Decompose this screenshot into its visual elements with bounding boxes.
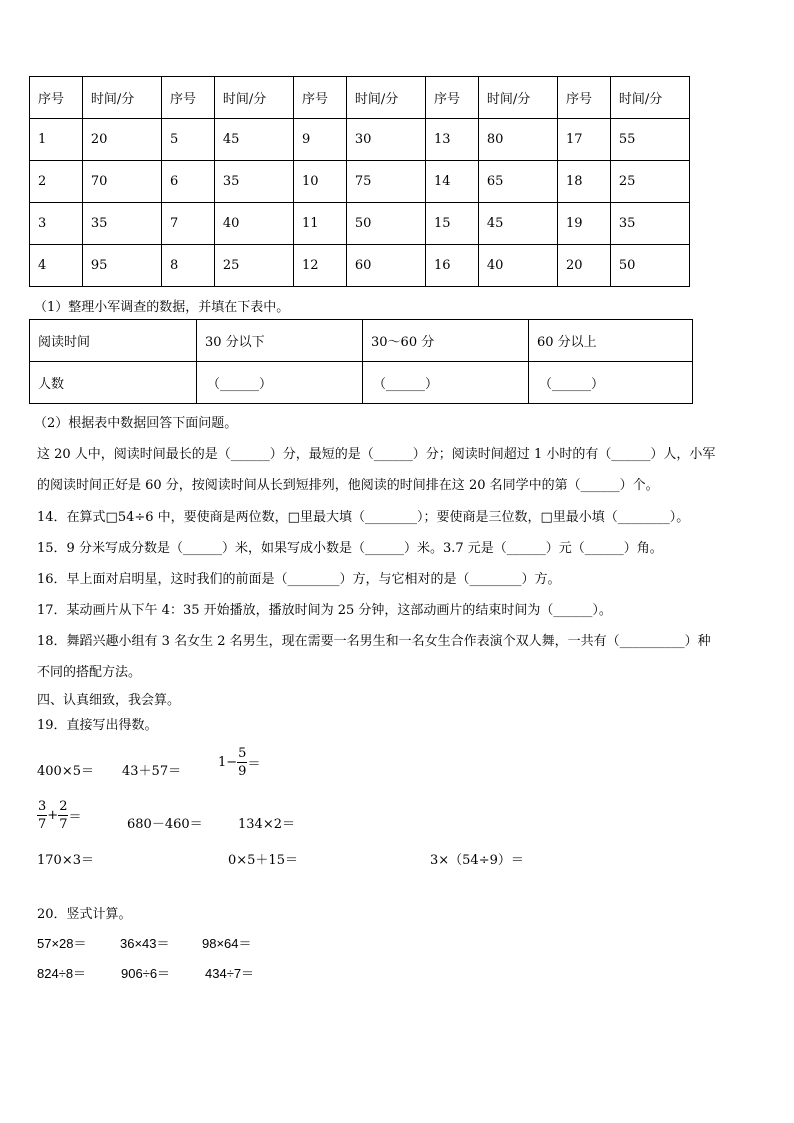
q13-part2-instruction: （2）根据表中数据回答下面问题。 xyxy=(34,416,238,431)
calc-43plus57: 43＋57＝ xyxy=(122,764,182,779)
question-18-line1: 18．舞蹈兴趣小组有 3 名女生 2 名男生，现在需要一名男生和一名女生合作表演个双人舞，一共有（__________）种 xyxy=(37,634,711,649)
data-table-cell: 1 xyxy=(30,119,83,161)
data-table-cell: 50 xyxy=(346,203,425,245)
data-table-cell: 35 xyxy=(214,161,293,203)
question-17: 17．某动画片从下午 4：35 开始播放，播放时间为 25 分钟，这部动画片的结束时间为（______）。 xyxy=(37,603,612,618)
expr-equals: ＝ xyxy=(247,757,261,772)
reading-time-summary-table xyxy=(29,319,693,404)
vertical-calc-434div7: 434÷7＝ xyxy=(205,966,255,981)
data-table-cell: 12 xyxy=(293,245,346,287)
data-table-cell: 20 xyxy=(82,119,161,161)
data-table-cell: 55 xyxy=(610,119,689,161)
data-table-header-cell: 时间/分 xyxy=(82,77,161,119)
blank-30-to-60[interactable]: （______） xyxy=(363,362,529,404)
question-15: 15．9 分米写成分数是（______）米，如果写成小数是（______）米。3.7 元是（______）元（______）角。 xyxy=(37,541,663,556)
summary-header-row xyxy=(30,320,693,362)
data-table-cell: 20 xyxy=(557,245,610,287)
data-table-cell: 3 xyxy=(30,203,83,245)
q13-part1-instruction: （1）整理小军调查的数据，并填在下表中。 xyxy=(34,300,290,315)
data-table-cell: 16 xyxy=(425,245,478,287)
fraction-numerator: 2 xyxy=(59,799,68,814)
data-table-header-cell: 序号 xyxy=(30,77,83,119)
table-row xyxy=(30,203,690,245)
data-table-cell: 25 xyxy=(610,161,689,203)
data-table-header-cell: 序号 xyxy=(293,77,346,119)
q13-question-line1: 这 20 人中，阅读时间最长的是（______）分，最短的是（______）分；阅读时间超过 1 小时的有（______）人，小军 xyxy=(37,447,716,462)
data-table-header-cell: 序号 xyxy=(161,77,214,119)
calc-134x2: 134×2＝ xyxy=(238,817,295,832)
data-table-cell: 45 xyxy=(478,203,557,245)
data-table-cell: 70 xyxy=(82,161,161,203)
data-table-cell: 65 xyxy=(478,161,557,203)
q13-question-line2: 的阅读时间正好是 60 分，按阅读时间从长到短排列，他阅读的时间排在这 20 名同学中的第（______）个。 xyxy=(37,478,659,493)
data-table-cell: 10 xyxy=(293,161,346,203)
data-table-cell: 19 xyxy=(557,203,610,245)
calc-0x5plus15: 0×5＋15＝ xyxy=(228,853,298,868)
fraction-denominator: 9 xyxy=(238,764,247,779)
data-table-cell: 50 xyxy=(610,245,689,287)
data-table-cell: 18 xyxy=(557,161,610,203)
question-19-title: 19．直接写出得数。 xyxy=(37,718,158,733)
data-table-cell: 13 xyxy=(425,119,478,161)
data-table-cell: 35 xyxy=(610,203,689,245)
data-table-cell: 15 xyxy=(425,203,478,245)
data-table-cell: 45 xyxy=(214,119,293,161)
data-table-cell: 4 xyxy=(30,245,83,287)
vertical-calc-824div8: 824÷8＝ xyxy=(37,966,87,981)
question-20-title: 20．竖式计算。 xyxy=(37,907,132,922)
question-16: 16．早上面对启明星，这时我们的前面是（________）方，与它相对的是（________）方。 xyxy=(37,572,561,587)
summary-header-cell: 60 分以上 xyxy=(529,320,693,362)
section-4-heading: 四、认真细致，我会算。 xyxy=(37,693,181,708)
calc-3x-54div9: 3×（54÷9）＝ xyxy=(430,853,524,868)
data-table-cell: 8 xyxy=(161,245,214,287)
data-table-cell: 25 xyxy=(214,245,293,287)
table-row xyxy=(30,161,690,203)
calc-400x5: 400×5＝ xyxy=(37,764,94,779)
table-row xyxy=(30,119,690,161)
reading-time-data-table xyxy=(29,76,690,287)
question-14: 14．在算式□54÷6 中，要使商是两位数，□里最大填（________）；要使商是三位数，□里最小填（________）。 xyxy=(37,510,690,525)
blank-under-30[interactable]: （______） xyxy=(197,362,363,404)
fraction-3-7 xyxy=(37,800,47,831)
data-table-header-cell: 时间/分 xyxy=(346,77,425,119)
data-table-cell: 14 xyxy=(425,161,478,203)
expr-lead: 1− xyxy=(218,755,238,770)
fraction-2-7 xyxy=(58,800,68,831)
plus-sign: + xyxy=(47,808,59,823)
summary-header-cell: 30～60 分 xyxy=(363,320,529,362)
data-table-header-cell: 序号 xyxy=(425,77,478,119)
summary-header-cell: 30 分以下 xyxy=(197,320,363,362)
summary-count-row xyxy=(30,362,693,404)
data-table-cell: 95 xyxy=(82,245,161,287)
data-table-header-cell: 时间/分 xyxy=(478,77,557,119)
data-table-cell: 6 xyxy=(161,161,214,203)
question-18-line2: 不同的搭配方法。 xyxy=(37,665,142,680)
vertical-calc-36x43: 36×43＝ xyxy=(120,936,170,951)
data-table-cell: 5 xyxy=(161,119,214,161)
calc-1-minus-5-9 xyxy=(218,747,260,778)
fraction-denominator: 7 xyxy=(38,817,47,832)
data-table-cell: 30 xyxy=(346,119,425,161)
fraction-numerator: 3 xyxy=(38,799,47,814)
data-table-header-cell: 时间/分 xyxy=(610,77,689,119)
vertical-calc-98x64: 98×64＝ xyxy=(202,936,252,951)
data-table-header-row xyxy=(30,77,690,119)
calc-680minus460: 680－460＝ xyxy=(127,817,203,832)
summary-header-cell: 阅读时间 xyxy=(30,320,197,362)
vertical-calc-906div6: 906÷6＝ xyxy=(121,966,171,981)
calc-3-7-plus-2-7 xyxy=(37,800,81,831)
data-table-header-cell: 时间/分 xyxy=(214,77,293,119)
data-table-cell: 2 xyxy=(30,161,83,203)
fraction-numerator: 5 xyxy=(238,746,247,761)
data-table-cell: 60 xyxy=(346,245,425,287)
data-table-cell: 9 xyxy=(293,119,346,161)
data-table-cell: 80 xyxy=(478,119,557,161)
data-table-cell: 35 xyxy=(82,203,161,245)
calc-170x3: 170×3＝ xyxy=(37,853,94,868)
blank-over-60[interactable]: （______） xyxy=(529,362,693,404)
expr-equals: ＝ xyxy=(68,810,82,825)
summary-row-label: 人数 xyxy=(30,362,197,404)
fraction-5-9 xyxy=(237,747,247,778)
data-table-cell: 17 xyxy=(557,119,610,161)
table-row xyxy=(30,245,690,287)
data-table-cell: 7 xyxy=(161,203,214,245)
data-table-cell: 11 xyxy=(293,203,346,245)
data-table-cell: 40 xyxy=(214,203,293,245)
data-table-header-cell: 序号 xyxy=(557,77,610,119)
fraction-denominator: 7 xyxy=(59,817,68,832)
vertical-calc-57x28: 57×28＝ xyxy=(37,936,87,951)
data-table-cell: 75 xyxy=(346,161,425,203)
data-table-cell: 40 xyxy=(478,245,557,287)
